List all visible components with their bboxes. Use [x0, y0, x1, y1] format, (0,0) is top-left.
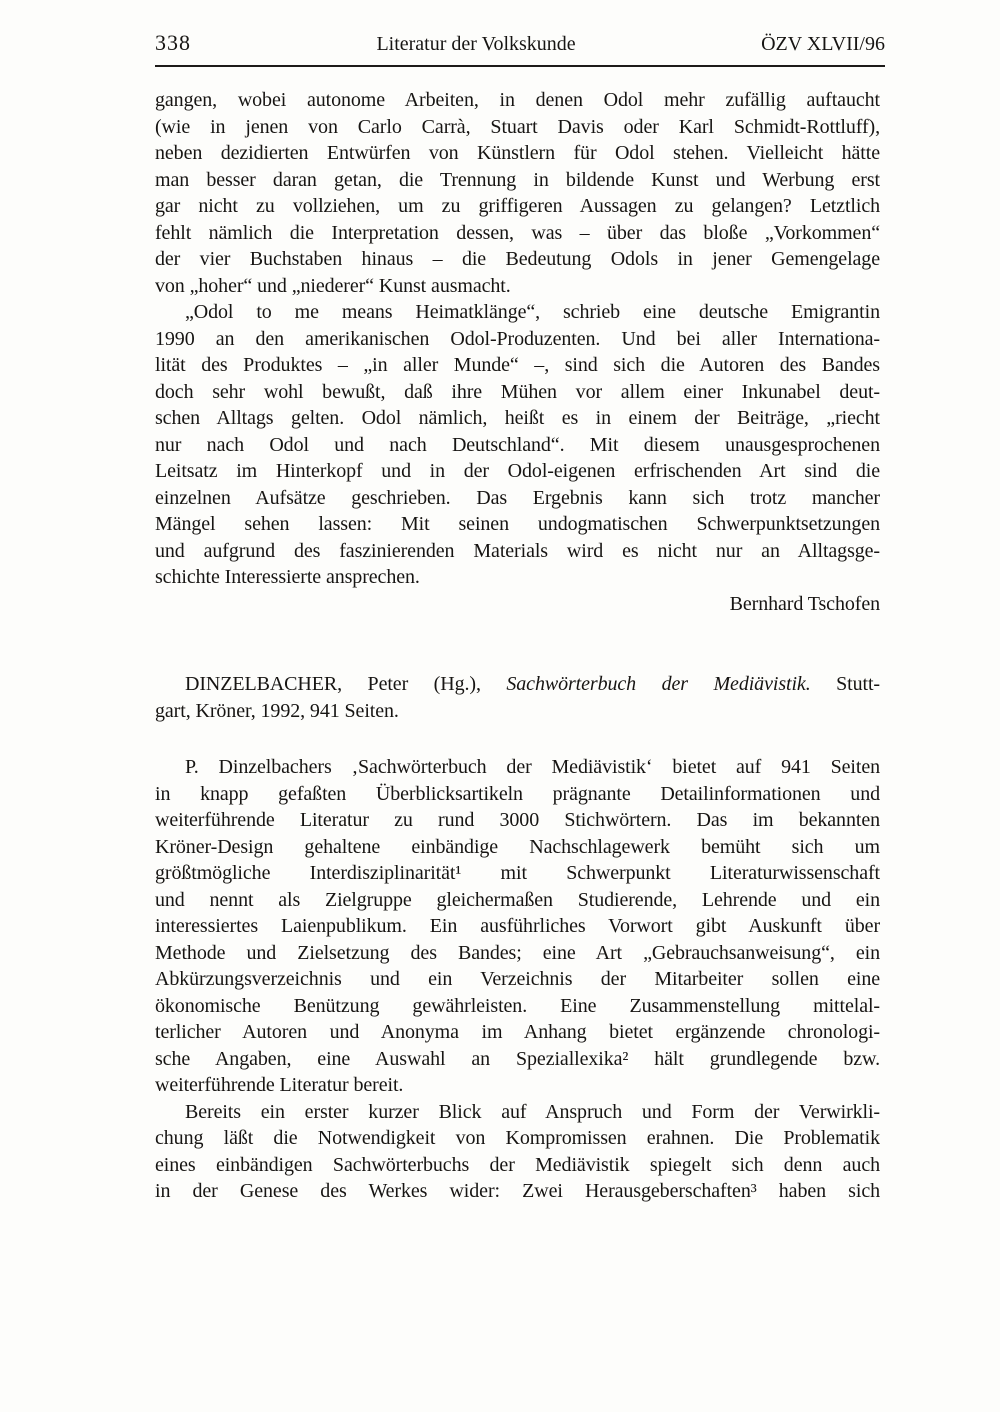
text-line: Kröner-Design gehaltene einbändige Nachschlagewerk bemüht sich um	[155, 835, 880, 858]
italic-title-segment: Sachwörterbuch der Mediävistik.	[506, 673, 811, 695]
text-line: schen Alltags gelten. Odol nämlich, heißt es in einem der Beiträge, „riecht	[155, 407, 880, 429]
text-line: gart, Kröner, 1992, 941 Seiten.	[155, 699, 399, 722]
text-line: Mängel sehen lassen: Mit seinen undogmatischen Schwerpunktsetzungen	[155, 513, 880, 535]
text-line: terlicher Autoren und Anonyma im Anhang bietet ergänzende chronologi-	[155, 1021, 880, 1043]
page-body	[155, 87, 880, 1205]
text-line: Abkürzungsverzeichnis und ein Verzeichnis der Mitarbeiter sollen eine	[155, 968, 880, 990]
text-line: Bereits ein erster kurzer Blick auf Anspruch und Form der Verwirkli-	[185, 1100, 880, 1123]
text-line: sche Angaben, eine Auswahl an Speziallexika² hält grundlegende bzw.	[155, 1047, 880, 1070]
text-line: nur nach Odol und nach Deutschland“. Mit diesem unausgesprochenen	[155, 433, 880, 456]
text-line: doch sehr wohl bewußt, daß ihre Mühen vor allem einer Inkunabel deut-	[155, 380, 880, 403]
text-line: in der Genese des Werkes wider: Zwei Herausgeberschaften³ haben sich	[155, 1180, 880, 1202]
review-heading-dinzelbacher	[155, 671, 880, 724]
text-line: eines einbändigen Sachwörterbuchs der Mediävistik spiegelt sich denn auch	[155, 1153, 880, 1176]
issue-label: ÖZV XLVII/96	[761, 33, 885, 55]
paragraph-dinzelbacher-1	[155, 754, 880, 1099]
text-line: „Odol to me means Heimatklänge“, schrieb eine deutsche Emigrantin	[185, 301, 880, 323]
text-line: lität des Produktes – „in aller Munde“ –, sind sich die Autoren des Bandes	[155, 354, 880, 376]
text-line: fehlt nämlich die Interpretation dessen, was – über das bloße „Vorkommen“	[155, 221, 880, 244]
text-line: und aufgrund des faszinierenden Materials wird es nicht nur an Alltagsge-	[155, 539, 880, 562]
text-line: und nennt als Zielgruppe gleichermaßen Studierende, Lehrende und ein	[155, 888, 880, 911]
text-segment: DINZELBACHER, Peter (Hg.),	[185, 673, 507, 695]
text-line: Leitsatz im Hinterkopf und in der Odol-eigenen erfrischenden Art sind die	[155, 460, 880, 482]
text-line: 1990 an den amerikanischen Odol-Produzenten. Und bei aller Internationa-	[155, 327, 880, 350]
paragraph-odol-quote	[155, 299, 880, 591]
page-header	[155, 30, 885, 67]
text-line: gangen, wobei autonome Arbeiten, in denen Odol mehr zufällig auftaucht	[155, 89, 880, 111]
text-line: größtmögliche Interdisziplinarität¹ mit Schwerpunkt Literaturwissenschaft	[155, 862, 880, 884]
signature-text: Bernhard Tschofen	[729, 592, 880, 615]
text-line: man besser daran getan, die Trennung in bildende Kunst und Werbung erst	[155, 168, 880, 191]
signature-bernhard-tschofen	[155, 591, 880, 618]
text-line: gar nicht zu vollziehen, um zu griffigeren Aussagen zu gelangen? Letztlich	[155, 195, 880, 217]
text-line: einzelnen Aufsätze geschrieben. Das Ergebnis kann sich trotz mancher	[155, 486, 880, 509]
text-line: chung läßt die Notwendigkeit von Kompromissen erahnen. Die Problematik	[155, 1127, 880, 1149]
text-line: weiterführende Literatur zu rund 3000 Stichwörtern. Das im bekannten	[155, 809, 880, 831]
text-line: ökonomische Benützung gewährleisten. Eine Zusammenstellung mittelal-	[155, 994, 880, 1017]
text-line: von „hoher“ und „niederer“ Kunst ausmacht.	[155, 274, 511, 297]
text-line	[155, 671, 880, 698]
page-number: 338	[155, 30, 191, 55]
text-segment: Stutt-	[810, 673, 880, 695]
paragraph-dinzelbacher-2	[155, 1099, 880, 1205]
paragraph-odol-continuation	[155, 87, 880, 299]
text-line: in knapp gefaßten Überblicksartikeln prägnante Detailinformationen und	[155, 782, 880, 805]
text-line: (wie in jenen von Carlo Carrà, Stuart Davis oder Karl Schmidt-Rottluff),	[155, 115, 880, 138]
text-line: weiterführende Literatur bereit.	[155, 1074, 404, 1096]
running-title: Literatur der Volkskunde	[376, 33, 576, 55]
text-line: neben dezidierten Entwürfen von Künstlern für Odol stehen. Vielleicht hätte	[155, 142, 880, 164]
text-line: P. Dinzelbachers ‚Sachwörterbuch der Mediävistik‘ bietet auf 941 Seiten	[185, 756, 880, 778]
text-line: schichte Interessierte ansprechen.	[155, 566, 420, 588]
text-line: interessiertes Laienpublikum. Ein ausführliches Vorwort gibt Auskunft über	[155, 915, 880, 937]
text-line: der vier Buchstaben hinaus – die Bedeutung Odols in jener Gemengelage	[155, 248, 880, 270]
text-line: Methode und Zielsetzung des Bandes; eine Art „Gebrauchsanweisung“, ein	[155, 941, 880, 964]
